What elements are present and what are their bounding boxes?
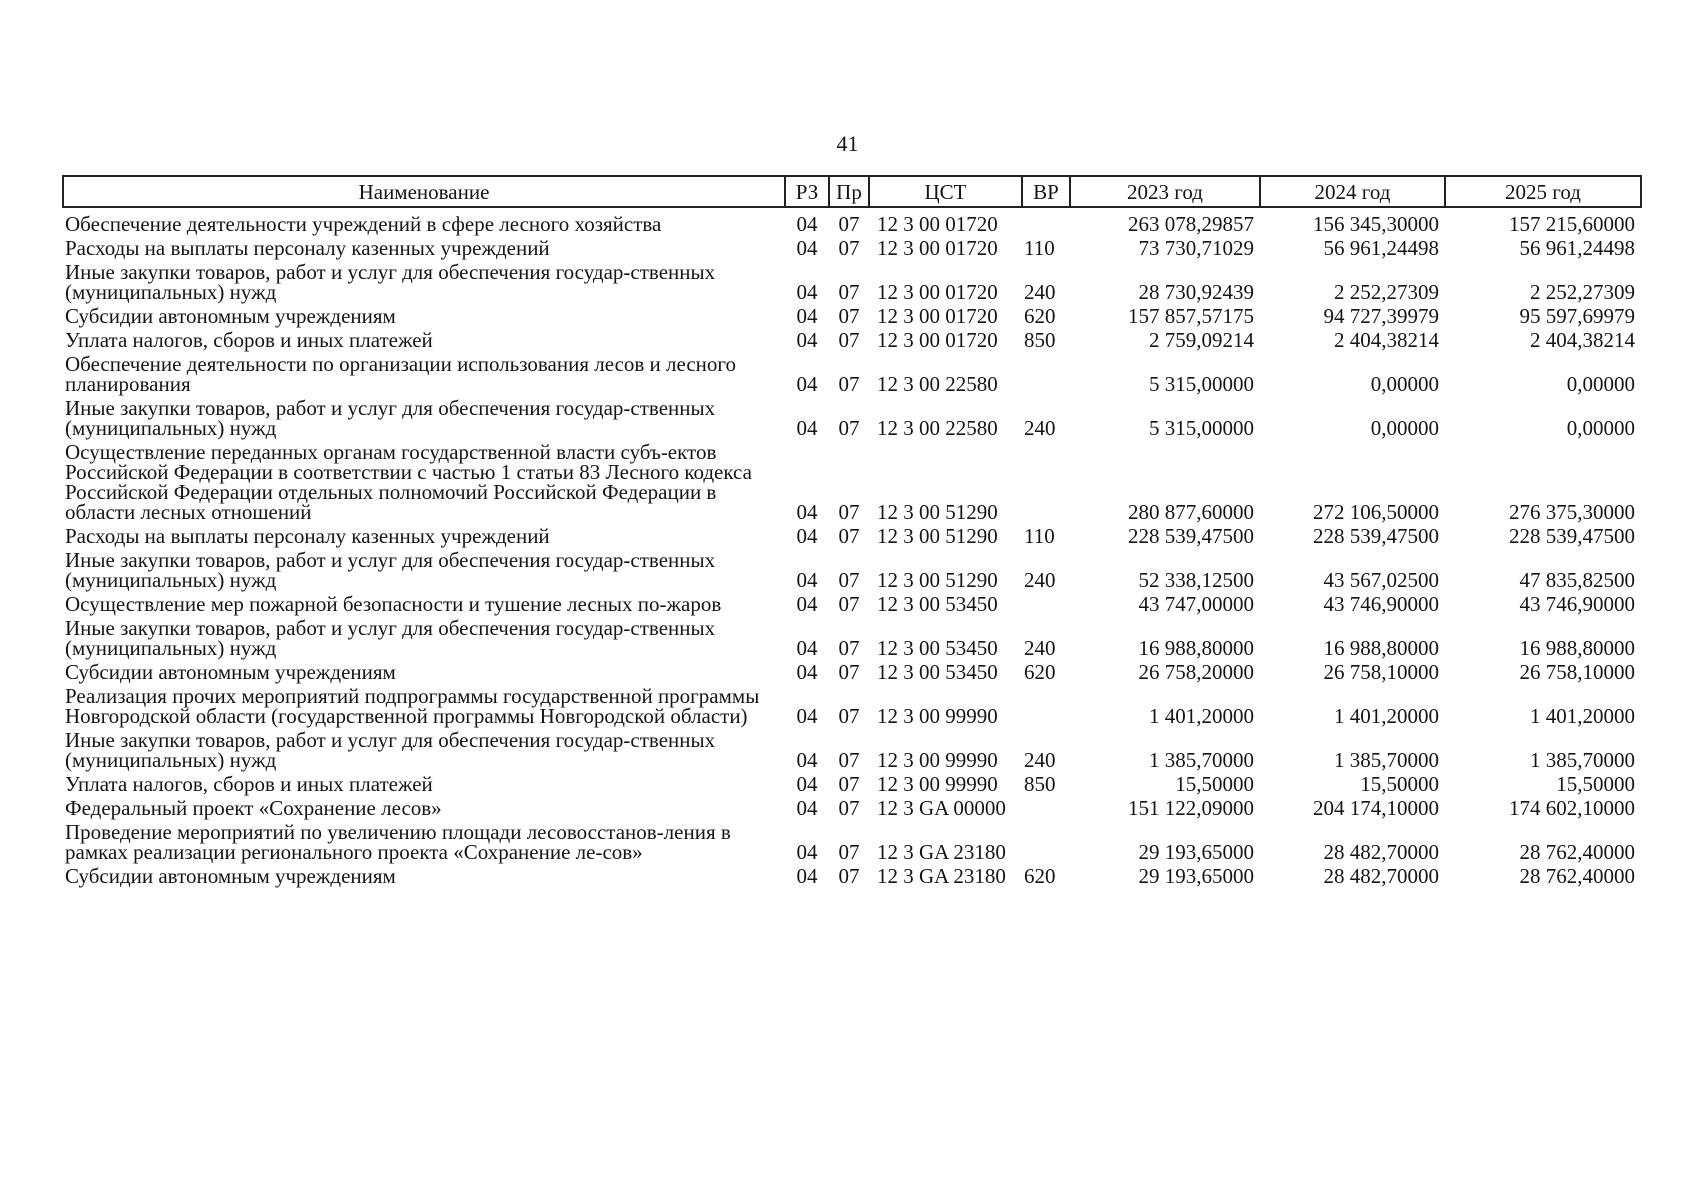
row-name: Обеспечение деятельности учреждений в сфере лесного хозяйства <box>65 212 662 236</box>
table-row <box>63 442 1641 526</box>
header-2024: 2024 год <box>1260 176 1445 207</box>
row-name: Проведение мероприятий по увеличению площади лесовосстанов-ления в рамках реализации регионального проекта «Сохранение ле-сов» <box>65 820 731 864</box>
header-pr: Пр <box>829 176 869 207</box>
header-cst: ЦСТ <box>869 176 1022 207</box>
row-pr: 07 <box>838 748 860 772</box>
row-value-2023: 2 759,09214 <box>1149 328 1254 352</box>
row-value-2025: 157 215,60000 <box>1509 212 1635 236</box>
row-cst: 12 3 GA 23180 <box>877 864 1006 888</box>
row-rz: 04 <box>796 592 818 616</box>
row-vr: 620 <box>1024 304 1056 328</box>
row-value-2023: 15,50000 <box>1175 772 1254 796</box>
row-value-2024: 56 961,24498 <box>1323 236 1439 260</box>
row-pr: 07 <box>838 660 860 684</box>
row-value-2025: 1 385,70000 <box>1530 748 1635 772</box>
row-pr: 07 <box>838 796 860 820</box>
row-pr: 07 <box>838 568 860 592</box>
table-row <box>63 618 1641 662</box>
row-cst: 12 3 00 51290 <box>877 568 998 592</box>
row-value-2025: 2 404,38214 <box>1530 328 1635 352</box>
row-vr: 850 <box>1024 772 1056 796</box>
row-value-2024: 2 404,38214 <box>1334 328 1439 352</box>
row-value-2024: 0,00000 <box>1370 416 1439 440</box>
row-vr <box>1022 686 1070 730</box>
row-value-2024: 16 988,80000 <box>1323 636 1439 660</box>
row-name: Иные закупки товаров, работ и услуг для обеспечения государ-ственных (муниципальных) нужд <box>65 396 716 440</box>
row-value-2023: 228 539,47500 <box>1128 524 1254 548</box>
row-name: Обеспечение деятельности по организации использования лесов и лесного планирования <box>65 352 737 396</box>
row-cst: 12 3 00 01720 <box>877 280 998 304</box>
header-2023: 2023 год <box>1070 176 1260 207</box>
row-rz: 04 <box>796 772 818 796</box>
row-vr: 240 <box>1024 636 1056 660</box>
row-value-2025: 28 762,40000 <box>1519 840 1635 864</box>
row-value-2025: 28 762,40000 <box>1519 864 1635 888</box>
row-value-2024: 272 106,50000 <box>1313 500 1439 524</box>
row-rz: 04 <box>796 636 818 660</box>
row-value-2024: 94 727,39979 <box>1323 304 1439 328</box>
row-value-2023: 151 122,09000 <box>1128 796 1254 820</box>
row-value-2023: 29 193,65000 <box>1138 840 1254 864</box>
row-rz: 04 <box>796 236 818 260</box>
row-cst: 12 3 00 51290 <box>877 524 998 548</box>
row-value-2023: 26 758,20000 <box>1138 660 1254 684</box>
row-rz: 04 <box>796 568 818 592</box>
row-name: Иные закупки товаров, работ и услуг для обеспечения государ-ственных (муниципальных) нужд <box>65 548 716 592</box>
row-value-2023: 5 315,00000 <box>1149 372 1254 396</box>
row-cst: 12 3 00 01720 <box>877 236 998 260</box>
table-row <box>63 354 1641 398</box>
row-value-2025: 26 758,10000 <box>1519 660 1635 684</box>
row-cst: 12 3 00 01720 <box>877 212 998 236</box>
row-vr: 110 <box>1024 236 1055 260</box>
row-vr <box>1022 207 1070 238</box>
row-name: Расходы на выплаты персоналу казенных учреждений <box>65 524 550 548</box>
row-vr <box>1022 594 1070 618</box>
row-value-2023: 263 078,29857 <box>1128 212 1254 236</box>
row-name: Осуществление мер пожарной безопасности и тушение лесных по-жаров <box>65 592 722 616</box>
row-value-2024: 43 567,02500 <box>1323 568 1439 592</box>
row-value-2023: 5 315,00000 <box>1149 416 1254 440</box>
row-pr: 07 <box>838 328 860 352</box>
row-cst: 12 3 GA 23180 <box>877 840 1006 864</box>
row-name: Иные закупки товаров, работ и услуг для обеспечения государ-ственных (муниципальных) нужд <box>65 728 716 772</box>
row-value-2023: 28 730,92439 <box>1138 280 1254 304</box>
row-rz: 04 <box>796 748 818 772</box>
row-vr: 850 <box>1024 328 1056 352</box>
table-row <box>63 306 1641 330</box>
row-pr: 07 <box>838 304 860 328</box>
row-value-2025: 276 375,30000 <box>1509 500 1635 524</box>
row-vr: 110 <box>1024 524 1055 548</box>
row-value-2024: 43 746,90000 <box>1323 592 1439 616</box>
row-value-2025: 0,00000 <box>1566 372 1635 396</box>
row-cst: 12 3 00 53450 <box>877 592 998 616</box>
row-value-2024: 28 482,70000 <box>1323 840 1439 864</box>
row-rz: 04 <box>796 416 818 440</box>
row-vr <box>1022 798 1070 822</box>
row-rz: 04 <box>796 304 818 328</box>
table-row <box>63 330 1641 354</box>
row-value-2023: 157 857,57175 <box>1128 304 1254 328</box>
budget-table <box>62 175 1642 890</box>
row-value-2025: 174 602,10000 <box>1509 796 1635 820</box>
row-cst: 12 3 GA 00000 <box>877 796 1006 820</box>
row-vr: 240 <box>1024 748 1056 772</box>
header-row <box>63 176 1641 207</box>
row-value-2024: 2 252,27309 <box>1334 280 1439 304</box>
row-cst: 12 3 00 99990 <box>877 704 998 728</box>
row-value-2025: 1 401,20000 <box>1530 704 1635 728</box>
row-pr: 07 <box>838 372 860 396</box>
row-pr: 07 <box>838 772 860 796</box>
row-value-2024: 204 174,10000 <box>1313 796 1439 820</box>
row-pr: 07 <box>838 840 860 864</box>
row-value-2023: 1 401,20000 <box>1149 704 1254 728</box>
row-name: Субсидии автономным учреждениям <box>65 660 396 684</box>
row-pr: 07 <box>838 500 860 524</box>
row-value-2024: 228 539,47500 <box>1313 524 1439 548</box>
row-name: Иные закупки товаров, работ и услуг для обеспечения государ-ственных (муниципальных) нужд <box>65 616 716 660</box>
row-rz: 04 <box>796 524 818 548</box>
table-row <box>63 550 1641 594</box>
row-vr <box>1022 442 1070 526</box>
row-rz: 04 <box>796 704 818 728</box>
header-rz: РЗ <box>785 176 829 207</box>
row-pr: 07 <box>838 524 860 548</box>
row-rz: 04 <box>796 864 818 888</box>
row-value-2025: 43 746,90000 <box>1519 592 1635 616</box>
row-value-2025: 15,50000 <box>1556 772 1635 796</box>
row-value-2025: 0,00000 <box>1566 416 1635 440</box>
table-row <box>63 526 1641 550</box>
page-number: 41 <box>836 131 859 156</box>
row-name: Федеральный проект «Сохранение лесов» <box>65 796 442 820</box>
row-vr: 620 <box>1024 660 1056 684</box>
table-row <box>63 262 1641 306</box>
row-rz: 04 <box>796 328 818 352</box>
row-rz: 04 <box>796 796 818 820</box>
row-rz: 04 <box>796 840 818 864</box>
row-pr: 07 <box>838 212 860 236</box>
row-value-2025: 228 539,47500 <box>1509 524 1635 548</box>
row-cst: 12 3 00 22580 <box>877 416 998 440</box>
row-name: Субсидии автономным учреждениям <box>65 304 396 328</box>
row-vr: 620 <box>1024 864 1056 888</box>
row-rz: 04 <box>796 500 818 524</box>
row-rz: 04 <box>796 280 818 304</box>
row-value-2023: 73 730,71029 <box>1138 236 1254 260</box>
row-rz: 04 <box>796 212 818 236</box>
row-pr: 07 <box>838 592 860 616</box>
row-value-2024: 0,00000 <box>1370 372 1439 396</box>
row-cst: 12 3 00 53450 <box>877 660 998 684</box>
table-row <box>63 798 1641 822</box>
row-value-2025: 56 961,24498 <box>1519 236 1635 260</box>
row-pr: 07 <box>838 236 860 260</box>
row-name: Уплата налогов, сборов и иных платежей <box>65 772 433 796</box>
row-value-2025: 95 597,69979 <box>1519 304 1635 328</box>
row-name: Реализация прочих мероприятий подпрограммы государственной программы Новгородской области (государственной программы Новгородской области) <box>65 684 760 728</box>
row-name: Иные закупки товаров, работ и услуг для обеспечения государ-ственных (муниципальных) нужд <box>65 260 716 304</box>
row-value-2024: 1 385,70000 <box>1334 748 1439 772</box>
row-cst: 12 3 00 01720 <box>877 304 998 328</box>
header-vr: ВР <box>1022 176 1070 207</box>
row-value-2024: 28 482,70000 <box>1323 864 1439 888</box>
row-value-2023: 280 877,60000 <box>1128 500 1254 524</box>
table-body <box>63 207 1641 890</box>
row-value-2024: 26 758,10000 <box>1323 660 1439 684</box>
table-row <box>63 594 1641 618</box>
row-name: Осуществление переданных органам государственной власти субъ-ектов Российской Федерации в соответствии с частью 1 статьи 83 Лесного кодекса Российской Федерации отдельных полномочий Российской Федерации в области лесных отношений <box>65 440 752 524</box>
row-rz: 04 <box>796 372 818 396</box>
row-pr: 07 <box>838 280 860 304</box>
row-pr: 07 <box>838 704 860 728</box>
row-name: Уплата налогов, сборов и иных платежей <box>65 328 433 352</box>
table-row <box>63 238 1641 262</box>
row-value-2023: 1 385,70000 <box>1149 748 1254 772</box>
row-name: Расходы на выплаты персоналу казенных учреждений <box>65 236 550 260</box>
row-cst: 12 3 00 53450 <box>877 636 998 660</box>
row-value-2023: 52 338,12500 <box>1138 568 1254 592</box>
table-row <box>63 866 1641 890</box>
row-pr: 07 <box>838 636 860 660</box>
row-value-2025: 16 988,80000 <box>1519 636 1635 660</box>
row-value-2025: 2 252,27309 <box>1530 280 1635 304</box>
row-pr: 07 <box>838 864 860 888</box>
row-cst: 12 3 00 99990 <box>877 772 998 796</box>
table-row <box>63 686 1641 730</box>
row-cst: 12 3 00 51290 <box>877 500 998 524</box>
table-row <box>63 207 1641 238</box>
table-row <box>63 730 1641 774</box>
row-cst: 12 3 00 99990 <box>877 748 998 772</box>
table-row <box>63 662 1641 686</box>
row-name: Субсидии автономным учреждениям <box>65 864 396 888</box>
row-value-2023: 29 193,65000 <box>1138 864 1254 888</box>
row-vr: 240 <box>1024 416 1056 440</box>
row-cst: 12 3 00 01720 <box>877 328 998 352</box>
row-vr <box>1022 354 1070 398</box>
table-row <box>63 398 1641 442</box>
table-row <box>63 774 1641 798</box>
row-value-2023: 16 988,80000 <box>1138 636 1254 660</box>
row-value-2024: 1 401,20000 <box>1334 704 1439 728</box>
row-value-2024: 156 345,30000 <box>1313 212 1439 236</box>
row-rz: 04 <box>796 660 818 684</box>
row-value-2023: 43 747,00000 <box>1138 592 1254 616</box>
table-row <box>63 822 1641 866</box>
row-value-2025: 47 835,82500 <box>1519 568 1635 592</box>
table-header <box>63 176 1641 207</box>
row-vr <box>1022 822 1070 866</box>
row-cst: 12 3 00 22580 <box>877 372 998 396</box>
row-vr: 240 <box>1024 280 1056 304</box>
row-value-2024: 15,50000 <box>1360 772 1439 796</box>
header-name: Наименование <box>63 176 785 207</box>
row-vr: 240 <box>1024 568 1056 592</box>
header-2025: 2025 год <box>1445 176 1641 207</box>
row-pr: 07 <box>838 416 860 440</box>
